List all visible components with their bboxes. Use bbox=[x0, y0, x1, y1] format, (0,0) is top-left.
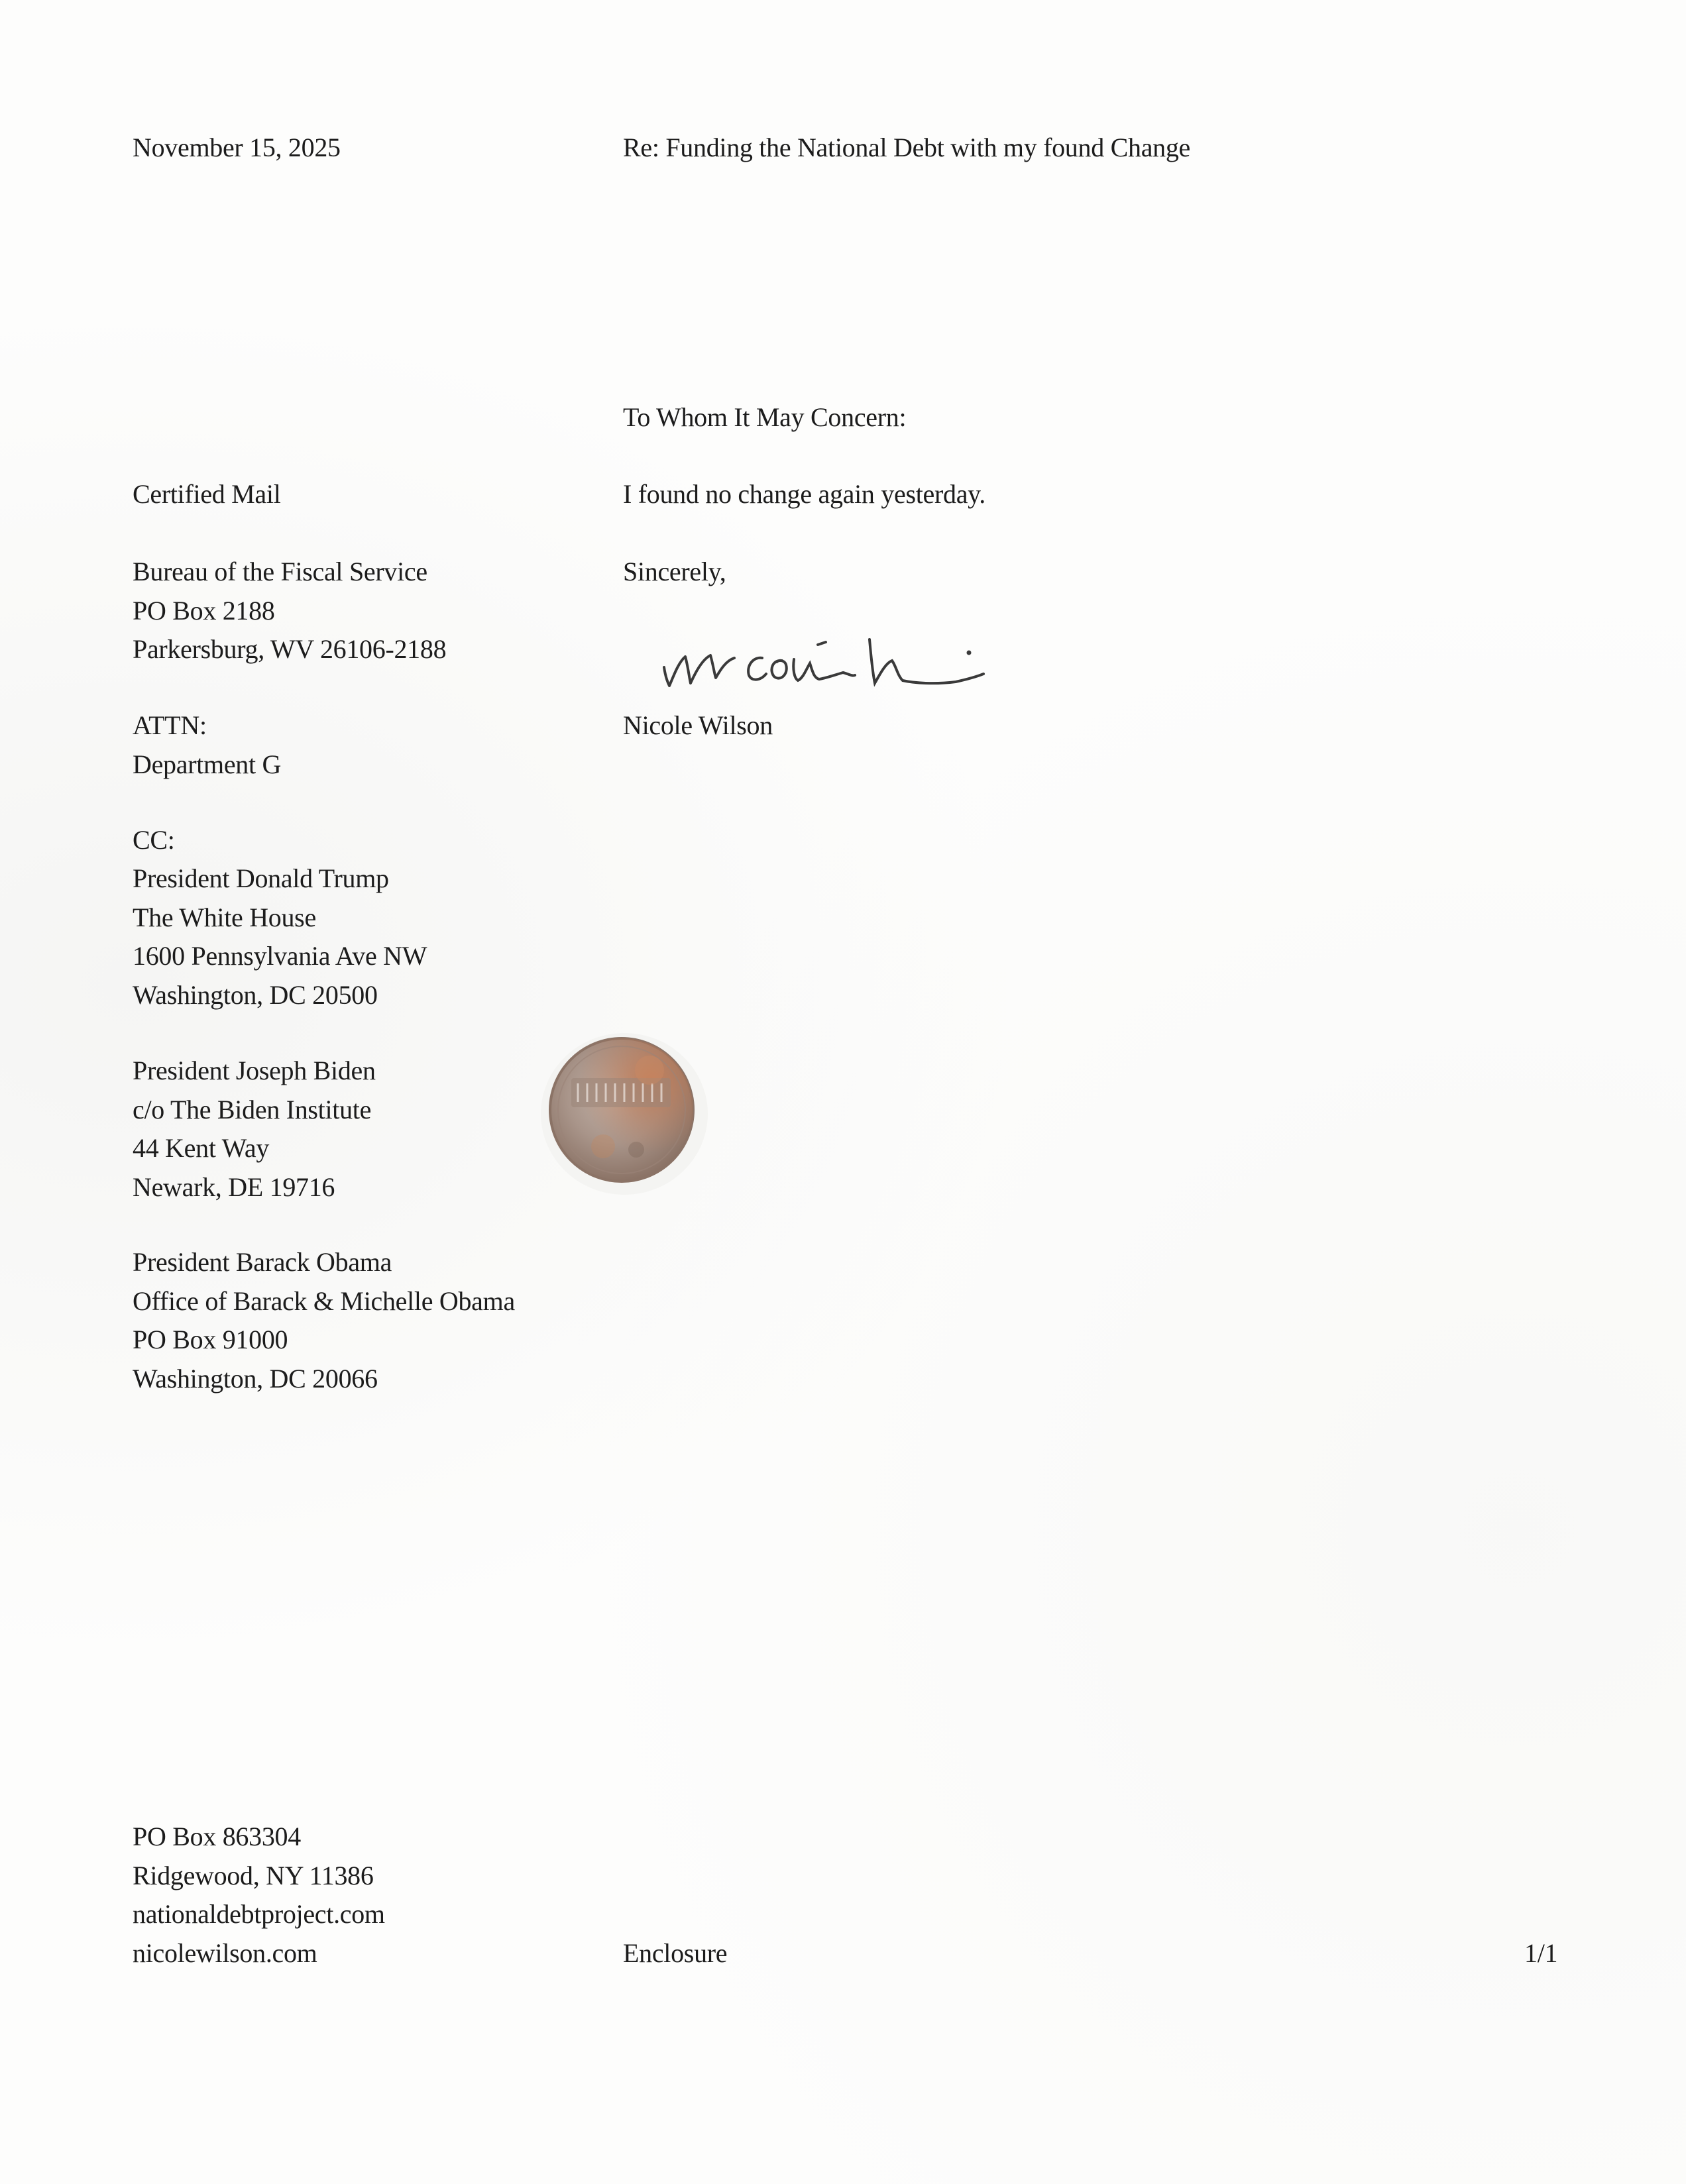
sender-address bbox=[133, 1818, 385, 1973]
sender-website: nicolewilson.com bbox=[133, 1938, 317, 1968]
cc-label: CC: bbox=[133, 825, 175, 855]
recipient-line: Parkersburg, WV 26106-2188 bbox=[133, 634, 447, 664]
cc-line: The White House bbox=[133, 902, 316, 932]
cc-line: PO Box 91000 bbox=[133, 1325, 288, 1354]
enclosure-note: Enclosure bbox=[623, 1938, 728, 1968]
salutation: To Whom It May Concern: bbox=[623, 402, 907, 432]
recipient-line: PO Box 2188 bbox=[133, 595, 275, 626]
attn-label: ATTN: bbox=[133, 710, 207, 740]
cc-line: President Joseph Biden bbox=[133, 1056, 376, 1085]
attn-department: Department G bbox=[133, 749, 282, 779]
sender-line: PO Box 863304 bbox=[133, 1822, 301, 1851]
sender-line: Ridgewood, NY 11386 bbox=[133, 1860, 374, 1890]
signer-name: Nicole Wilson bbox=[623, 710, 773, 740]
recipient-line: Bureau of the Fiscal Service bbox=[133, 557, 427, 586]
cc-recipient bbox=[133, 859, 427, 1014]
letter-message: I found no change again yesterday. bbox=[623, 479, 985, 509]
letter-subject: Re: Funding the National Debt with my found Change bbox=[623, 133, 1190, 162]
cc-line: Office of Barack & Michelle Obama bbox=[133, 1285, 515, 1316]
cc-line: 1600 Pennsylvania Ave NW bbox=[133, 941, 427, 971]
handwritten-signature bbox=[656, 620, 1014, 699]
recipient-address bbox=[133, 553, 446, 669]
attention-block bbox=[133, 706, 281, 784]
cc-line: President Barack Obama bbox=[133, 1247, 392, 1277]
letter-date: November 15, 2025 bbox=[133, 133, 341, 162]
delivery-method: Certified Mail bbox=[133, 479, 281, 509]
page-number: 1/1 bbox=[1524, 1938, 1558, 1968]
cc-line: President Donald Trump bbox=[133, 863, 389, 893]
cc-line: c/o The Biden Institute bbox=[133, 1094, 372, 1124]
cc-line: Newark, DE 19716 bbox=[133, 1172, 335, 1202]
cc-recipient bbox=[133, 1243, 515, 1398]
sender-website: nationaldebtproject.com bbox=[133, 1899, 385, 1929]
cc-line: 44 Kent Way bbox=[133, 1133, 270, 1163]
cc-recipient bbox=[133, 1052, 376, 1207]
closing: Sincerely, bbox=[623, 557, 726, 586]
penny-coin-icon bbox=[537, 1024, 709, 1196]
cc-line: Washington, DC 20500 bbox=[133, 979, 378, 1010]
cc-line: Washington, DC 20066 bbox=[133, 1363, 378, 1393]
